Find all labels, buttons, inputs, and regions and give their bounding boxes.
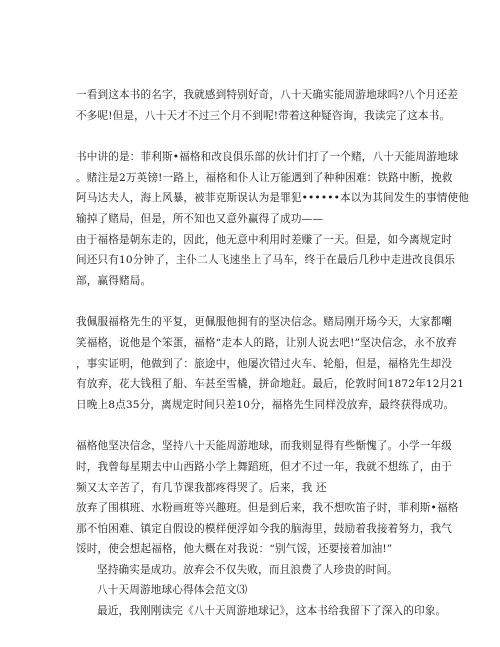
text-line: 输掉了赌局，但是，所不知也又意外赢得了成功——: [76, 212, 324, 225]
text-line: ，事实证明，他做到了：旅途中，他屡次错过火车、轮船，但是，福格先生却没: [76, 357, 453, 370]
text-line: 频又太辛苦了，有几节课我都疼得哭了。后来，我 还: [76, 481, 327, 494]
paragraph-5: [76, 560, 426, 581]
paragraph-1: [76, 85, 458, 126]
text-line: 福格他坚决信念，坚持八十天能周游地球，而我则显得有些惭愧了。小学一年级: [76, 440, 453, 453]
paragraph-2: [76, 147, 469, 291]
text-line: 笑福格，说他是个笨蛋，福格“走本人的路，让别人说去吧!”坚决信念，永不放弃: [76, 336, 457, 349]
paragraph-spacer: [76, 415, 426, 436]
text-line: 时，我曾每星期去中山西路小学上舞蹈班，但才不过一年，我就不想练了，由于: [76, 460, 453, 473]
text-line: 阿马达夫人，海上风暴，被菲克斯误认为是罪犯••••••本以为其间发生的事情使他: [76, 192, 469, 205]
text-line: 间还只有10分钟了，主仆二人飞速坐上了马车，终于在最后几秒中走进改良俱乐: [76, 254, 456, 267]
text-line: 最近，我刚刚读完《八十天周游地球记》，这本书给我留下了深入的印象。: [97, 605, 447, 618]
text-line: 馁时，使会想起福格，他大概在对我说：“别气馁，还要接着加油!”: [76, 543, 393, 556]
text-line: 由于福格是朝东走的，因此，他无意中利用时差赚了一天。但是，如今离规定时: [76, 233, 453, 246]
text-line: 不多呢!但是，八十天才不过三个月不到呢!带着这种疑咨询，我读完了这本书。: [76, 109, 451, 122]
text-line: 八十天周游地球心得体会范文⑶: [97, 584, 248, 597]
paragraph-spacer: [76, 126, 426, 147]
paragraph-4: [76, 436, 459, 560]
paragraph-spacer: [76, 291, 426, 312]
paragraph-7: [76, 601, 447, 622]
text-line: 书中讲的是：菲利斯•福格和改良俱乐部的伙计们打了一个赌，八十天能周游地球: [76, 151, 459, 164]
text-line: 坚持确实是成功。放弃会不仅失败，而且浪费了人珍贵的时间。: [97, 563, 398, 576]
text-line: 部，赢得赌局。: [76, 274, 152, 287]
text-line: 一看到这本书的名字，我就感到特别好奇，八十天确实能周游地球吗?八个月还差: [76, 89, 458, 101]
text-line: 日晚上8点35分，离规定时间只差10分，福格先生同样没放弃，最终获得成功。: [76, 398, 455, 411]
section-heading: [76, 580, 426, 601]
text-line: 那不怕困难、镇定自假设的模样便浮如今我的脑海里，鼓励着我接着努力，我气: [76, 522, 453, 535]
document-body: [76, 85, 469, 622]
text-line: 。赌注是2万英镑!一路上，福格和仆人让万能遇到了种种困难：铁路中断，挽救: [76, 171, 453, 184]
text-line: 我佩服福格先生的平复，更佩服他拥有的坚决信念。赌局刚开场今天，大家都嘲: [76, 316, 453, 329]
paragraph-3: [76, 312, 465, 415]
text-line: 有放弃，花大钱租了船、车甚至雪橇，拼命地赶。最后，伦敦时间1872年12月21: [76, 378, 465, 391]
text-line: 放弃了围棋班、水粉画班等兴趣班。但是到后来，我不想吹笛子时，菲利斯•福格: [76, 502, 459, 515]
